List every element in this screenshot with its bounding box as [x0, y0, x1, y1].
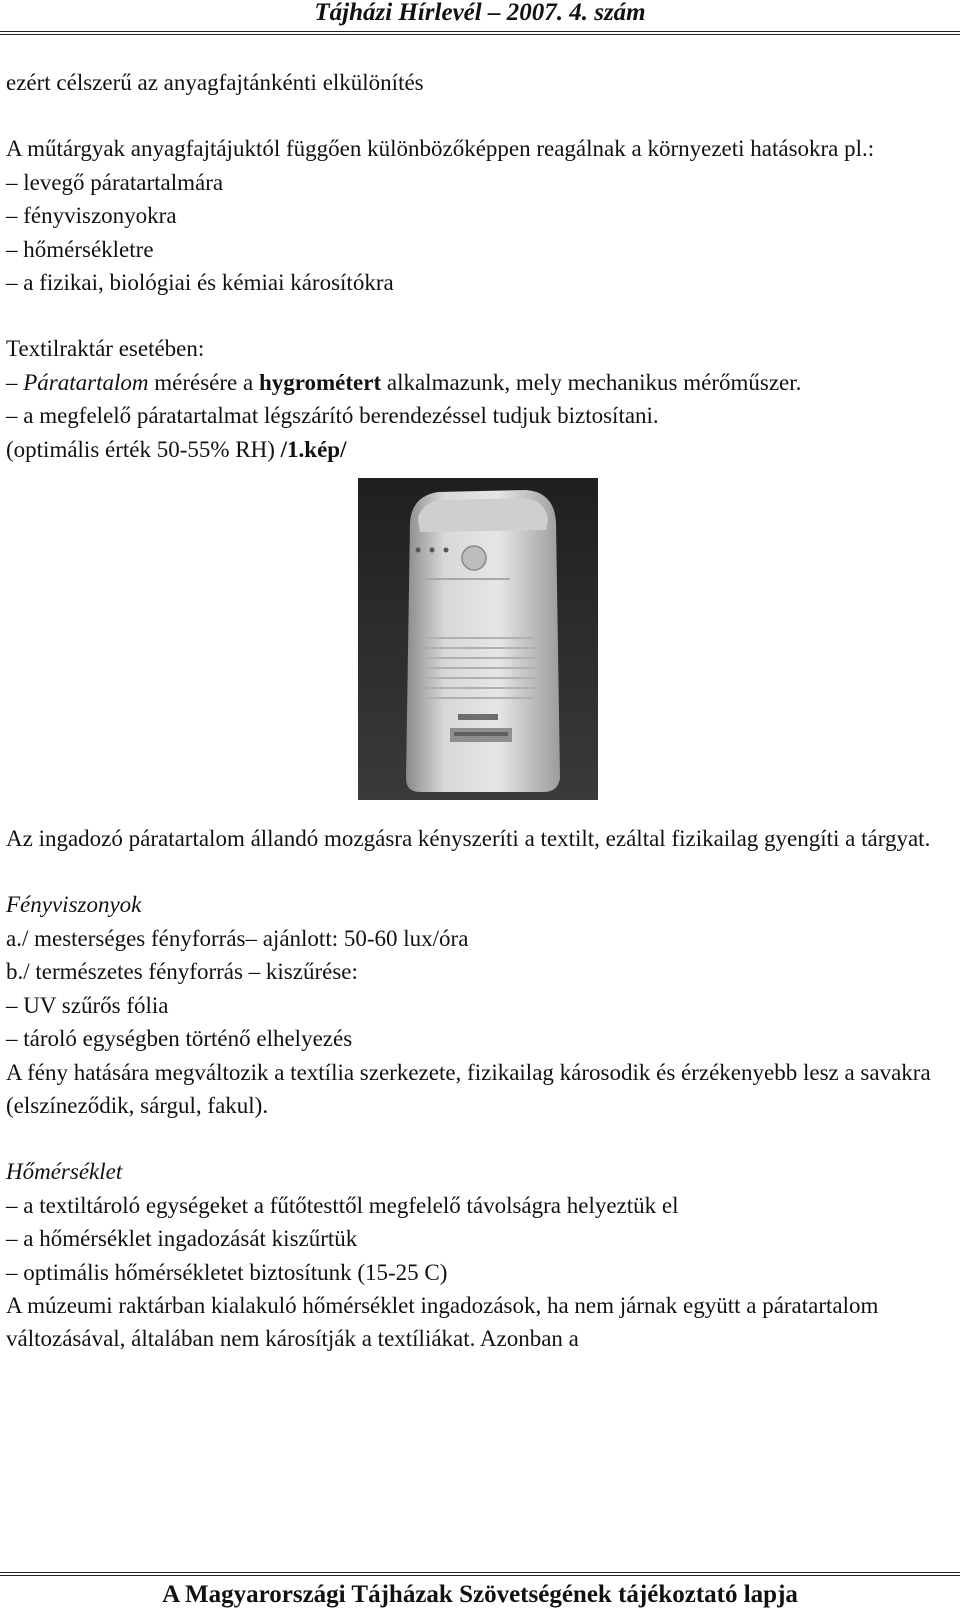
- text-fragment: mérésére a: [148, 369, 259, 395]
- paragraph-separation: ezért célszerű az anyagfajtánkénti elkülönítés: [6, 70, 424, 95]
- text-fragment: (optimális érték 50-55% RH): [6, 436, 281, 462]
- textil-hygrometer-line: [6, 366, 954, 399]
- list-item: – a hőmérséklet ingadozását kiszűrtük: [6, 1226, 358, 1252]
- list-item: – UV szűrős fólia: [6, 992, 169, 1018]
- paragraph-reactions: A műtárgyak anyagfajtájuktól függően különbözőképpen reagálnak a környezeti hatásokra pl.:: [6, 136, 875, 162]
- list-item: a./ mesterséges fényforrás– ajánlott: 50-60 lux/óra: [6, 925, 469, 951]
- textil-dehumidifier-line: – a megfelelő páratartalmat légszárító berendezéssel tudjuk biztosítani.: [6, 403, 659, 429]
- list-item: – fényviszonyokra: [6, 203, 177, 229]
- dash-text: –: [6, 369, 24, 395]
- paragraph-light-effect: A fény hatására megváltozik a textília szerkezete, fizikailag károsodik és érzékenyebb lesz a savakra (elszíneződik, sárgul, fakul).: [6, 1059, 931, 1118]
- header-rule: [0, 31, 960, 35]
- paragraph-humidity-effect: Az ingadozó páratartalom állandó mozgásra kényszeríti a textilt, ezáltal fizikailag gyengíti a tárgyat.: [6, 826, 931, 852]
- section-heading-temperature: Hőmérséklet: [6, 1159, 123, 1185]
- spacer: [6, 299, 954, 332]
- italic-term: Páratartalom: [23, 369, 149, 395]
- list-item: – levegő páratartalmára: [6, 169, 224, 195]
- spacer: [6, 99, 954, 132]
- figure-reference: /1.kép/: [280, 436, 347, 462]
- section-heading-light: Fényviszonyok: [6, 892, 142, 918]
- spacer: [6, 1122, 954, 1155]
- text-fragment: alkalmazunk, mely mechanikus mérőműszer.: [381, 369, 802, 395]
- paragraph-temperature-effect: A múzeumi raktárban kialakuló hőmérséklet ingadozások, ha nem járnak együtt a páratartalom változásával, általában nem károsítják a textíliákat. Azonban a: [6, 1292, 879, 1352]
- list-item: – optimális hőmérsékletet biztosítunk (15-25 C): [6, 1259, 448, 1285]
- textil-intro: Textilraktár esetében:: [6, 336, 205, 362]
- footer-title: A Magyarországi Tájházak Szövetségének tájékoztató lapja: [162, 1581, 798, 1608]
- bold-term: hygrométert: [258, 369, 382, 395]
- list-item: b./ természetes fényforrás – kiszűrése:: [6, 959, 358, 985]
- list-item: – a fizikai, biológiai és kémiai károsítókra: [6, 270, 394, 296]
- textil-optimal-line: [6, 433, 954, 466]
- list-item: – hőmérsékletre: [6, 236, 154, 262]
- footer-rule: [0, 1572, 960, 1576]
- dehumidifier-illustration: [358, 478, 598, 800]
- spacer: [6, 855, 954, 888]
- list-item: – tároló egységben történő elhelyezés: [6, 1026, 353, 1052]
- dehumidifier-photo: [358, 478, 598, 800]
- list-item: – a textiltároló egységeket a fűtőtesttől megfelelő távolságra helyeztük el: [6, 1192, 679, 1218]
- figure-container: [6, 466, 954, 822]
- article-body: [6, 66, 954, 1356]
- newsletter-title: Tájházi Hírlevél – 2007. 4. szám: [314, 0, 646, 26]
